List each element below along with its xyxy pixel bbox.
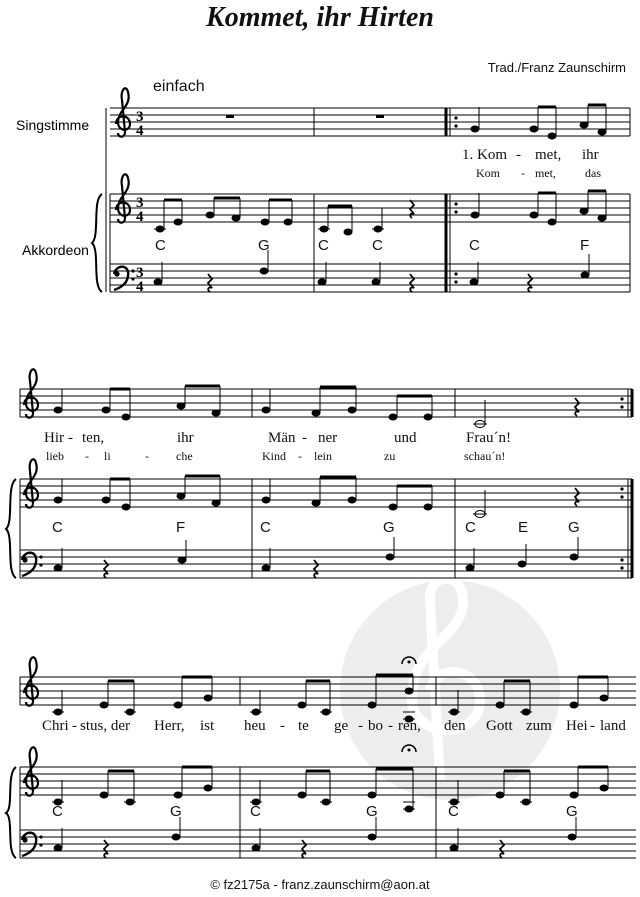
chord-symbol: C bbox=[260, 519, 271, 536]
lyric: zu bbox=[384, 449, 396, 463]
lyric: te bbox=[298, 718, 309, 734]
lyric: land bbox=[600, 718, 626, 734]
system-2 bbox=[6, 369, 632, 578]
lyric: - bbox=[280, 718, 285, 734]
lyric: li bbox=[104, 449, 111, 463]
lyric: zum bbox=[526, 718, 552, 734]
lyric: - bbox=[302, 430, 307, 446]
lyric: Frau´n! bbox=[466, 430, 511, 446]
chord-symbol: C bbox=[465, 519, 476, 536]
lyric: - bbox=[358, 718, 363, 734]
lyric: heu bbox=[244, 718, 266, 734]
lyric: 1. Kom bbox=[462, 147, 507, 163]
lyric: met, bbox=[535, 166, 556, 180]
lyric: - bbox=[298, 449, 302, 463]
footer-copyright: © fz2175a - franz.zaunschirm@aon.at bbox=[210, 877, 430, 892]
chord-symbol: C bbox=[155, 237, 166, 254]
svg-text:3: 3 bbox=[136, 195, 144, 211]
lyric: lein bbox=[314, 449, 332, 463]
lyric: ihr bbox=[177, 430, 194, 446]
chord-symbol: C bbox=[372, 237, 383, 254]
chord-symbol: G bbox=[258, 237, 270, 254]
chord-symbol: G bbox=[566, 803, 578, 820]
chord-symbol: E bbox=[518, 519, 529, 536]
lyric: - bbox=[145, 449, 149, 463]
page-title: Kommet, ihr Hirten bbox=[206, 2, 434, 33]
lyric: Hei bbox=[566, 718, 588, 734]
chord-symbol: C bbox=[250, 803, 261, 820]
lyric: ten, bbox=[82, 430, 105, 446]
lyric: ihr bbox=[582, 147, 599, 163]
lyric: den bbox=[444, 718, 466, 734]
chord-symbol: G bbox=[170, 803, 182, 820]
time-sig-top: 3 bbox=[136, 109, 144, 125]
lyric: - bbox=[521, 166, 525, 180]
lyric: Gott bbox=[486, 718, 513, 734]
svg-text:3: 3 bbox=[136, 265, 144, 281]
lyric: - bbox=[68, 430, 73, 446]
chord-symbol: G bbox=[568, 519, 580, 536]
lyric: ist bbox=[200, 718, 215, 734]
chord-symbol: C bbox=[52, 803, 63, 820]
lyric: - bbox=[85, 449, 89, 463]
chord-symbol: C bbox=[469, 237, 480, 254]
lyric: Kind bbox=[262, 449, 286, 463]
chord-symbol: F bbox=[580, 237, 590, 254]
lyric: - bbox=[388, 718, 393, 734]
lyric: ner bbox=[318, 430, 338, 446]
lyric: Chri bbox=[42, 718, 69, 734]
chord-symbol: G bbox=[383, 519, 395, 536]
lyric: che bbox=[176, 449, 193, 463]
lyric: Herr, bbox=[154, 718, 185, 734]
lyric: met, bbox=[535, 147, 562, 163]
chord-symbol: C bbox=[52, 519, 63, 536]
lyric: Kom bbox=[476, 166, 500, 180]
chord-symbol: G bbox=[366, 803, 378, 820]
lyric: bo bbox=[368, 718, 383, 734]
part-label-voice: Singstimme bbox=[16, 117, 90, 133]
lyric: stus, der bbox=[80, 718, 130, 734]
lyric: lieb bbox=[46, 449, 64, 463]
lyric: Män bbox=[268, 430, 296, 446]
chord-symbol: C bbox=[448, 803, 459, 820]
svg-text:4: 4 bbox=[136, 209, 144, 225]
time-sig-bottom: 4 bbox=[136, 123, 144, 139]
lyric: - bbox=[590, 718, 595, 734]
chord-symbol: F bbox=[176, 519, 186, 536]
chord-symbol: C bbox=[318, 237, 329, 254]
lyric: - bbox=[72, 718, 77, 734]
lyric: und bbox=[394, 430, 417, 446]
system-1 bbox=[92, 88, 630, 295]
lyric: - bbox=[516, 147, 521, 163]
tempo-marking: einfach bbox=[153, 78, 205, 95]
part-label-accordion: Akkordeon bbox=[22, 242, 89, 258]
lyric: Hir bbox=[44, 430, 64, 446]
svg-text:4: 4 bbox=[136, 279, 144, 295]
composer-credit: Trad./Franz Zaunschirm bbox=[487, 60, 626, 75]
lyric: das bbox=[585, 166, 601, 180]
lyric: ren, bbox=[398, 718, 421, 734]
lyric: ge bbox=[334, 718, 349, 734]
lyric: schau´n! bbox=[464, 449, 506, 463]
